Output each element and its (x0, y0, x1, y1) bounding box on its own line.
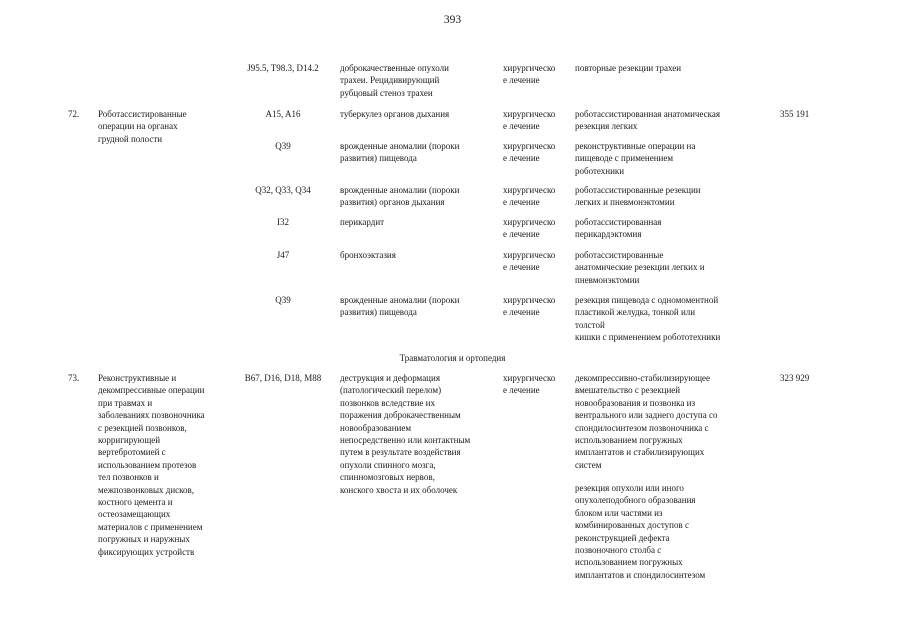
row-number: 72. (68, 109, 80, 119)
row-method: роботассистированные анатомические резекции легких и пневмонэктомии (575, 250, 705, 285)
row-method: роботассистированная перикардэктомия (575, 217, 662, 240)
row-diagnosis: перикардит (340, 217, 385, 227)
row-code: I32 (277, 217, 289, 227)
row-diagnosis: туберкулез органов дыхания (340, 109, 450, 119)
row-name: Реконструктивные и декомпрессивные операции при травмах и заболеваниях позвоночника с резекцией позвонков, корригирующей вертебротомией с использованием протезов тел позвонков и межпозвонковых дисков, костного цемента и остеозамещающих материалов с применением погружных и наружных фиксирующих устройств (98, 373, 205, 557)
row-price: 323 929 (780, 373, 810, 383)
row-diagnosis: врожденные аномалии (пороки развития) органов дыхания (340, 185, 460, 208)
row-diagnosis: врожденные аномалии (пороки развития) пищевода (340, 141, 460, 164)
row-method: роботассистированные резекции легких и пневмонэктомии (575, 185, 701, 208)
page-number: 393 (443, 14, 462, 26)
row-method: декомпрессивно-стабилизирующее вмешательство с резекцией новообразования и позвонка из вентрального или заднего доступа со спондилосинтезом позвоночника с использованием погружных имплантатов и стабилизирующих систем (575, 373, 718, 470)
row-diagnosis: деструкция и деформация (патологический перелом) позвонков вследствие их поражения доброкачественным новообразованием непосредственно или контактным путем в результате воздействия опухоли спинного мозга, спинномозговых нервов, конского хвоста и их оболочек (340, 373, 471, 495)
row-treatment: хирургическо е лечение (503, 373, 556, 396)
row-treatment: хирургическо е лечение (503, 63, 556, 86)
row-method: резекция пищевода с одномоментной пластикой желудка, тонкой или толстой кишки с применением робототехники (575, 295, 721, 343)
row-diagnosis: врожденные аномалии (пороки развития) пищевода (340, 295, 460, 318)
row-code: J95.5, T98.3, D14.2 (247, 63, 319, 73)
row-diagnosis: бронхоэктазия (340, 250, 396, 260)
row-treatment: хирургическо е лечение (503, 109, 556, 132)
row-code: B67, D16, D18, M88 (244, 373, 322, 383)
row-method: реконструктивные операции на пищеводе с применением роботехники (575, 141, 696, 176)
row-treatment: хирургическо е лечение (503, 295, 556, 318)
row-method: роботассистированная анатомическая резекция легких (575, 109, 721, 132)
row-treatment: хирургическо е лечение (503, 217, 556, 240)
row-treatment: хирургическо е лечение (503, 141, 556, 164)
row-code: Q39 (275, 295, 291, 305)
row-diagnosis: доброкачественные опухоли трахеи. Рецидивирующий рубцовый стеноз трахеи (340, 63, 449, 98)
row-method: повторные резекции трахеи (575, 63, 682, 73)
row-code: J47 (276, 250, 290, 260)
row-number: 73. (68, 373, 80, 383)
row-treatment: хирургическо е лечение (503, 250, 556, 273)
section-heading: Травматология и ортопедия (399, 353, 506, 363)
row-code: A15, A16 (265, 109, 301, 119)
row-name: Роботассистированные операции на органах грудной полости (98, 109, 187, 144)
row-method-alt: резекция опухоли или иного опухолеподобного образования блоком или частями из комбинированных доступов с реконструкцией дефекта позвоночного столба с использованием погружных имплантатов и спондилосинтезом (575, 483, 706, 580)
row-code: Q32, Q33, Q34 (255, 185, 311, 195)
row-code: Q39 (275, 141, 291, 151)
row-price: 355 191 (780, 109, 810, 119)
row-treatment: хирургическо е лечение (503, 185, 556, 208)
